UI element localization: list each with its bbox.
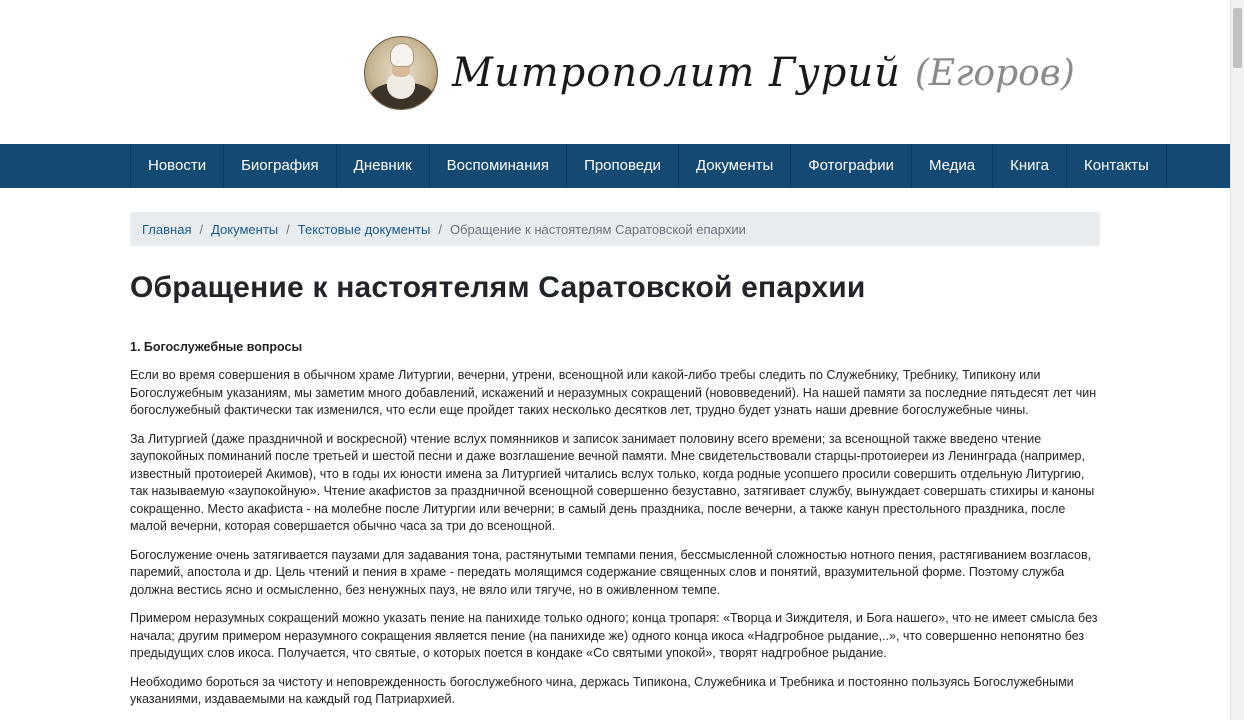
article-paragraph: Если во время совершения в обычном храме Литургии, вечерни, утрени, всенощной или какой-либо требы следить по Служебнику, Требнику, Типикону или Богослужебным указаниям, мы заметим много добавлений, искажений и неразумных сокращений (нововведений). На нашей памяти за последние пятьдесят лет чин богослужебный фактически так изменился, что если еще пройдет таких несколько десятков лет, трудно будет узнать наши древние богослужебные чины. [130, 368, 1097, 417]
breadcrumb-current: Обращение к настоятелям Саратовской епархии [449, 221, 746, 237]
breadcrumb-separator: / [438, 221, 442, 237]
page-title: Обращение к настоятелям Саратовской епархии [130, 271, 866, 304]
nav-item-book[interactable]: Книга [993, 144, 1067, 188]
logo-title: Митрополит Гурий [452, 50, 901, 96]
metropolitan-portrait [364, 36, 438, 110]
article-paragraph: За Литургией (даже праздничной и воскресной) чтение вслух помянников и записок занимает половину всего времени; за всенощной также введено чтение заупокойных поминаний после третьей и шестой песни и даже возглашение вечной памяти. Мне свидетельствовали старцы-протоиереи из Ленинграда (например, известный протоиерей Акимов), что в годы их юности имена за Литургией читались вслух только, когда родные усопшего просили совершить отдельную Литургию, так называемую «заупокойную». Чтение акафистов за праздничной всенощной совершенно безуставно, затягивает службу, вынуждает совершать стихиры и каноны сокращенно. Место акафиста - на молебне после Литургии или вечерни; в самый день праздника, после вечерни, а также канун престольного праздника, после малой вечерни, которая совершается обычно часа за три до всенощной. [130, 431, 1095, 533]
article-paragraph: Необходимо бороться за чистоту и неповрежденность богослужебного чина, держась Типикона, Служебника и Требника и постоянно пользуясь Богослужебными указаниями, издаваемыми на каждый год Патриархией. [130, 674, 1074, 706]
breadcrumb-home[interactable]: Главная [142, 221, 192, 237]
breadcrumb-documents[interactable]: Документы [211, 221, 279, 237]
scrollbar-thumb[interactable] [1233, 8, 1242, 68]
logo-subtitle: (Егоров) [914, 52, 1075, 94]
nav-item-photos[interactable]: Фотографии [791, 144, 912, 188]
breadcrumb-separator: / [286, 221, 290, 237]
nav-item-media[interactable]: Медиа [912, 144, 993, 188]
nav-item-news[interactable]: Новости [131, 144, 224, 188]
nav-item-memories[interactable]: Воспоминания [430, 144, 567, 188]
breadcrumb [130, 212, 1100, 246]
nav-item-biography[interactable]: Биография [224, 144, 337, 188]
site-header [0, 0, 1230, 144]
article-paragraph: Примером неразумных сокращений можно указать пение на панихиде только одного; конца тропаря: «Творца и Зиждителя, и Бога нашего», что не имеет смысла без начала; другим примером неразумного сокращения является пение (на панихиде же) одного конца икоса «Надгробное рыдание,..», что совершенно непонятно без предыдущих слов икоса. Получается, что святые, о которых поется в кондаке «Со святыми упокой», творят надгробное рыдание. [130, 611, 1098, 660]
nav-item-sermons[interactable]: Проповеди [567, 144, 679, 188]
nav-item-documents[interactable]: Документы [679, 144, 791, 188]
section-title: 1. Богослужебные вопросы [130, 340, 303, 354]
article-paragraph: Богослужение очень затягивается паузами для задавания тона, растянутыми темпами пения, бессмысленной сложностью нотного пения, растягиванием возгласов, паремий, апостола и др. Цель чтений и пения в храме - передать молящимся содержание священных слов и понятий, вразумительной форме. Поэтому служба должна вестись ясно и осмысленно, без ненужных пауз, не вяло или тягуче, но в оживленном темпе. [130, 547, 1092, 597]
main-content [130, 212, 1100, 709]
nav-item-contacts[interactable]: Контакты [1067, 144, 1167, 188]
vertical-scrollbar[interactable] [1230, 0, 1244, 720]
main-nav [130, 144, 1149, 188]
nav-item-diary[interactable]: Дневник [337, 144, 430, 188]
breadcrumb-separator: / [199, 221, 204, 237]
breadcrumb-text-documents[interactable]: Текстовые документы [297, 221, 431, 237]
main-navbar [0, 144, 1230, 188]
site-logo[interactable] [364, 35, 1075, 111]
